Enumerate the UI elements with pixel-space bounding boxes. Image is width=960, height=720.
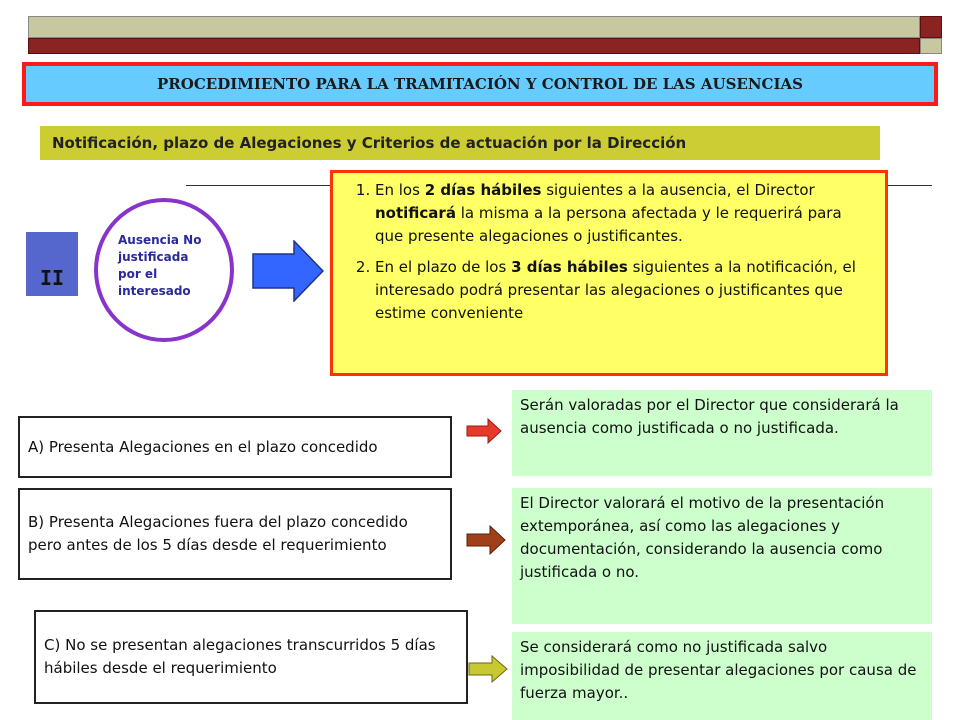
header-decoration-square-dark <box>920 16 942 38</box>
slide-title: PROCEDIMIENTO PARA LA TRAMITACIÓN Y CONTROL DE LAS AUSENCIAS <box>22 62 938 106</box>
header-decoration-square-light <box>920 38 942 54</box>
steps-box <box>330 170 888 376</box>
header-decoration-olive <box>28 16 920 38</box>
case-a-result: Serán valoradas por el Director que considerará la ausencia como justificada o no justificada. <box>512 390 932 476</box>
case-a-condition: A) Presenta Alegaciones en el plazo concedido <box>18 416 452 478</box>
case-b-arrow-icon <box>466 525 506 555</box>
case-b-result: El Director valorará el motivo de la presentación extemporánea, así como las alegaciones y documentación, considerando la ausencia como justificada o no. <box>512 488 932 624</box>
header-decoration-maroon <box>28 38 920 54</box>
case-a-arrow-icon <box>466 418 502 444</box>
case-c-result: Se considerará como no justificada salvo imposibilidad de presentar alegaciones por causa de fuerza mayor.. <box>512 632 932 720</box>
step-2: 2. En el plazo de los 3 días hábiles siguientes a la notificación, el interesado podrá presentar las alegaciones o justificantes que estime conveniente <box>375 256 871 325</box>
section-subtitle: Notificación, plazo de Alegaciones y Criterios de actuación por la Dirección <box>40 126 880 160</box>
right-arrow-icon <box>252 240 324 302</box>
section-number-badge: II <box>26 232 78 296</box>
step-1: 1. En los 2 días hábiles siguientes a la ausencia, el Director notificará la misma a la persona afectada y le requerirá para que presente alegaciones o justificantes. <box>375 179 871 248</box>
case-c-condition: C) No se presentan alegaciones transcurridos 5 días hábiles desde el requerimiento <box>34 610 468 704</box>
case-b-condition: B) Presenta Alegaciones fuera del plazo concedido pero antes de los 5 días desde el requerimiento <box>18 488 452 580</box>
absence-ellipse-label: Ausencia No justificada por el interesado <box>118 233 202 298</box>
case-c-arrow-icon <box>468 655 508 683</box>
